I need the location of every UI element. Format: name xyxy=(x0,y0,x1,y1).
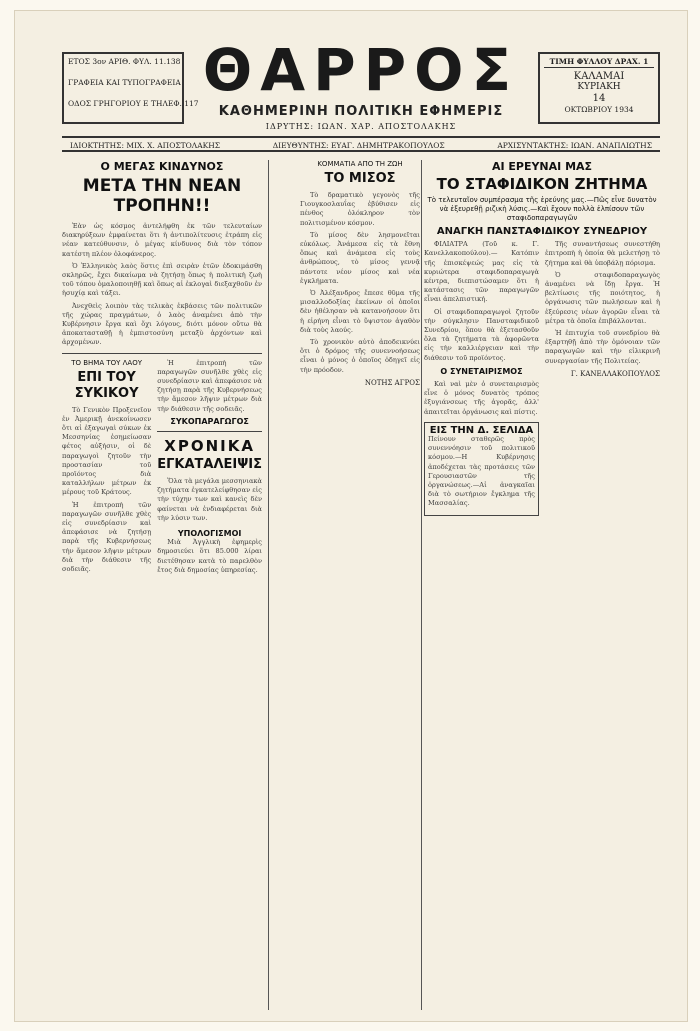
issue-number: ΕΤΟΣ 3ον ΑΡΙΘ. ΦΥΛ. 11.138 xyxy=(68,57,181,66)
article-headline: ΤΟ ΜΙΣΟΣ xyxy=(324,171,396,186)
article-headline: ΤΟ ΣΤΑΦΙΔΙΚΟΝ ΖΗΤΗΜΑ xyxy=(436,175,648,193)
column-middle xyxy=(300,160,420,1010)
subsection-body: Καὶ ναὶ μὲν ὁ συνεταιρισμὸς εἶνε ὁ μόνος δυνατὸς τρόπος ἐξυγιάνσεως τῆς ἀγορᾶς, ἀλλ' ἀπαιτεῖται ὀργάνωσις καὶ πίστις. xyxy=(424,380,539,416)
article-paragraph: Ἡ ἐπιτυχία τοῦ συνεδρίου θὰ ἐξαρτηθῇ ἀπὸ τὴν ὁμόνοιαν τῶν παραγωγῶν καὶ τὴν εἰλικρινῆ συνεργασίαν τῆς Πολιτείας. xyxy=(545,329,660,365)
calculations-title: ΥΠΟΛΟΓΙΣΜΟΙ xyxy=(177,529,242,539)
offices-label: ΓΡΑΦΕΙΑ ΚΑΙ ΤΥΠΟΓΡΑΦΕΙΑ xyxy=(68,78,181,87)
box-body: Πείνουν σταθερῶς πρὸς συνεννόησιν τοῦ πολιτικοῦ κόσμου.—Η Κυβέρνησις ἀποδέχεται τὰς προτάσεις τῶν Γερουσιαστῶν τῆς ὀργανώσεως.—Αἱ ἀναγκαῖαι διὰ τὸ σωτήριον ἔγκλημα τῆς Μασσαλίας. xyxy=(428,435,535,508)
column-rule xyxy=(268,160,269,1010)
column-left xyxy=(62,160,262,1010)
section-kicker: ΤΟ ΒΗΜΑ ΤΟΥ ΛΑΟΥ xyxy=(71,358,142,367)
column-rule xyxy=(421,160,422,1010)
section-body: Ἡ ἐπιτροπὴ τῶν παραγωγῶν συνῆλθε χθὲς εἰς συνεδρίασιν καὶ ἀπεφάσισε νὰ ζητήσῃ παρὰ τῆς Κυβερνήσεως τὴν ἄμεσον λῆψιν μέτρων διὰ τὴν διάθεσιν τῆς σοδειᾶς. xyxy=(157,358,262,413)
article-paragraph: Τὸ δραματικὸ γεγονὸς τῆς Γιουγκοσλαυΐας ἐβύθισεν εἰς πένθος ὁλόκληρον τὸν πολιτισμένον κόσμον. xyxy=(300,191,420,227)
city: ΚΑΛΑΜΑΙ xyxy=(573,71,625,82)
address-phone: ΟΔΟΣ ΓΡΗΓΟΡΙΟΥ Ε ΤΗΛΕΦ. 117 xyxy=(68,99,199,108)
chronicle-subtitle: ΕΓΚΑΤΑΛΕΙΨΙΣ xyxy=(157,457,262,473)
article-paragraph: Τῆς συναντήσεως συνεστήθη ἐπιτροπὴ ἡ ὁποία θὰ μελετήσῃ τὸ ζήτημα καὶ θὰ ὑποβάλῃ πόρισμα. xyxy=(545,240,660,267)
section-title: ΕΠΙ ΤΟΥ ΣΥΚΙΚΟΥ xyxy=(74,369,139,401)
founder-line: ΙΔΡΥΤΗΣ: ΙΩΑΝ. ΧΑΡ. ΑΠΟΣΤΟΛΑΚΗΣ xyxy=(265,122,457,131)
owner: ΙΔΙΟΚΤΗΤΗΣ: ΜΙΧ. Χ. ΑΠΟΣΤΟΛΑΚΗΣ xyxy=(70,141,221,150)
section-body: Ἡ ἐπιτροπὴ τῶν παραγωγῶν συνῆλθε χθὲς εἰς συνεδρίασιν καὶ ἀπεφάσισε νὰ ζητήσῃ παρὰ τῆς Κυβερνήσεως τὴν ἄμεσον λῆψιν μέτρων διὰ τὴν διάθεσιν τῆς σοδειᾶς. xyxy=(62,500,152,574)
calculations-body: Μιὰ Ἀγγλικὴ ἐφημερὶς δημοσιεύει ὅτι 85.000 λίραι διετέθησαν κατὰ τὸ παρελθὸν ἔτος διὰ δημοσίας ὑπηρεσίας. xyxy=(157,538,262,574)
newspaper-title: ΘΑΡΡΟΣ xyxy=(202,36,520,104)
day: 14 xyxy=(592,93,606,104)
chronicle-title: ΧΡΟΝΙΚΑ xyxy=(164,437,255,456)
article-kicker: Ο ΜΕΓΑΣ ΚΙΝΔΥΝΟΣ xyxy=(100,160,224,173)
box-title: ΕΙΣ ΤΗΝ Δ. ΣΕΛΙΔΑ xyxy=(429,424,534,436)
article-signature: Γ. ΚΑΝΕΛΛΑΚΟΠΟΥΛΟΣ xyxy=(570,369,660,378)
article-paragraph: Ὁ Ἀλέξανδρος ἔπεσε θῦμα τῆς μισαλλοδοξίας ἐκείνων οἱ ὁποῖοι δὲν ἠθέλησαν νὰ κατανοήσουν ὅτι ἡ εἰρήνη εἶναι τὸ ὕψιστον ἀγαθὸν διὰ τοὺς λαούς. xyxy=(300,289,420,334)
month-year: ΟΚΤΩΒΡΙΟΥ 1934 xyxy=(564,105,634,114)
page-four-box xyxy=(424,422,539,516)
newspaper-subtitle: ΚΑΘΗΜΕΡΙΝΗ ΠΟΛΙΤΙΚΗ ΕΦΗΜΕΡΙΣ xyxy=(218,104,504,119)
issue-info-box xyxy=(62,52,199,124)
article-paragraph: Τὸ χρονικὸν αὐτὸ ἀποδεικνύει ὅτι ὁ δρόμος τῆς συνεννοήσεως εἶναι ὁ μόνος ὁ ὁποῖος ὁδηγεῖ εἰς τὴν πρόοδον. xyxy=(300,338,420,374)
chronicle-body: Ὅλα τὰ μεγάλα μεσσηνιακὰ ζητήματα ἐγκατελείφθησαν εἰς τὴν τύχην των καὶ κανεὶς δὲν φαίνεται νὰ ἐνδιαφέρεται διὰ τὴν λύσιν των. xyxy=(157,477,262,522)
article-subheadline: ΑΝΑΓΚΗ ΠΑΝΣΤΑΦΙΔΙΚΟΥ ΣΥΝΕΔΡΙΟΥ xyxy=(436,226,648,237)
column-right xyxy=(424,160,660,1010)
price: ΤΙΜΗ ΦΥΛΛΟΥ ΔΡΑΧ. 1 xyxy=(544,56,654,68)
weekday: ΚΥΡΙΑΚΗ xyxy=(577,82,621,92)
article-kicker: ΑΙ ΕΡΕΥΝΑΙ ΜΑΣ xyxy=(491,160,593,173)
article-signature: ΝΟΤΗΣ ΑΓΡΟΣ xyxy=(364,378,420,387)
section-signature: ΣΥΚΟΠΑΡΑΓΩΓΟΣ xyxy=(170,416,249,426)
lower-left-section xyxy=(62,359,262,578)
subsection-title: Ο ΣΥΝΕΤΑΙΡΙΣΜΟΣ xyxy=(440,366,523,376)
section-body: Τὸ Γενικὸν Προξενεῖον ἐν Ἀμερικῇ ἀνεκοίνωσεν ὅτι αἱ ἐξαγωγαὶ σύκων ἐκ Μεσσηνίας ἐσημείωσαν φέτος αὐξήσιν, οἱ δὲ παραγωγοὶ ζητοῦν τὴν προστασίαν τοῦ προϊόντος διὰ καταλλήλων μέτρων ἐκ μέρους τοῦ Κράτους. xyxy=(62,405,152,497)
article-paragraph: Τὸ μίσος δὲν λησμονεῖται εὐκόλως. Ἀνάμεσα εἰς τὰ ἔθνη ὅπως καὶ ἀνάμεσα εἰς τοὺς ἀνθρώπους, τὸ μίσος γεννᾷ πάντοτε νέον μίσος καὶ νέα ἐγκλήματα. xyxy=(300,230,420,285)
article-paragraph: Οἱ σταφιδοπαραγωγοὶ ζητοῦν τὴν σύγκλησιν Πανσταφιδικοῦ Συνεδρίου, ὅπου θὰ ἐξετασθοῦν ὅλα τὰ ζητήματα τὰ ἀφορῶντα εἰς τὴν καλλιέργειαν καὶ τὴν διάθεσιν τοῦ προϊόντος. xyxy=(424,307,539,362)
article-paragraph: Ἐὰν ὡς κόσμος ἀντελήφθη ἐκ τῶν τελευταίων διακηρύξεων ἐμφαίνεται ὅτι ἡ ἀντιπολίτευσις ἐτράπη εἰς νέαν κατεύθυνσιν, ὁ μέγας κίνδυνος διὰ τὸν τόπον κατέστη πλέον ὁλοφάνερος. xyxy=(62,222,262,258)
editor-in-chief: ΑΡΧΙΣΥΝΤΑΚΤΗΣ: ΙΩΑΝ. ΑΝΑΠΛΙΩΤΗΣ xyxy=(497,141,652,150)
article-kicker: ΚΟΜΜΑΤΙΑ ΑΠΟ ΤΗ ΖΩΗ xyxy=(317,160,403,168)
article-paragraph: ΦΙΛΙΑΤΡΑ (Τοῦ κ. Γ. Κανελλακοπούλου).— Κατόπιν τῆς ἐπισκέψεώς μας εἰς τὰ κυριώτερα σταφιδοπαραγωγὰ κέντρα, διεπιστώσαμεν ὅτι ἡ κατάστασις τῶν παραγωγῶν εἶναι ἀπελπιστική. xyxy=(424,240,539,304)
article-paragraph: Ὁ σταφιδοπαραγωγὸς ἀναμένει νὰ ἴδῃ ἔργα. Ἡ βελτίωσις τῆς ποιότητος, ἡ ὀργάνωσις τῶν πωλήσεων καὶ ἡ ἐξεύρεσις νέων ἀγορῶν εἶναι τὰ μέτρα τὰ ὁποῖα ἐπιβάλλονται. xyxy=(545,270,660,325)
staff-bar xyxy=(62,136,660,152)
article-paragraph: Ἀνεχθεὶς λοιπὸν τὰς τελικὰς ἐκβάσεις τῶν πολιτικῶν τῆς χώρας πραγμάτων, ὁ λαὸς ἀναμένει ἀπὸ τὴν Κυβέρνησιν ἔργα καὶ ὄχι λόγους, διότι μόνον οὕτω θὰ ἀποκατασταθῇ ἡ ἐμπιστοσύνη μεταξὺ ἀρχόντων καὶ ἀρχομένων. xyxy=(62,301,262,347)
article-intro: Τὸ τελευταῖον συμπέρασμα τῆς ἐρεύνης μας.—Πῶς εἶνε δυνατὸν νὰ ἐξευρεθῇ ριζικὴ λύσις.—Καὶ ἔχουν πολλὰ ἐλπίσουν τῶν σταφιδοπαραγωγῶν xyxy=(427,196,657,222)
article-headline: ΜΕΤΑ ΤΗΝ ΝΕΑΝ ΤΡΟΠΗΝ!! xyxy=(82,176,242,216)
price-date-box xyxy=(538,52,660,124)
article-paragraph: Ὁ Ἑλληνικὸς λαὸς ὅστις ἐπὶ σειρὰν ἐτῶν ἐδοκιμάσθη σκληρῶς, ἔχει δικαίωμα νὰ ζητήσῃ ὅπως ἡ πολιτικὴ ζωὴ τοῦ τόπου ὁμαλοποιηθῇ καὶ ὅπως αἱ ἐκλογαὶ διεξαχθοῦν ἐν ἡσυχίᾳ καὶ τάξει. xyxy=(62,261,262,298)
director: ΔΙΕΥΘΥΝΤΗΣ: ΕΥΑΓ. ΔΗΜΗΤΡΑΚΟΠΟΥΛΟΣ xyxy=(272,141,445,150)
